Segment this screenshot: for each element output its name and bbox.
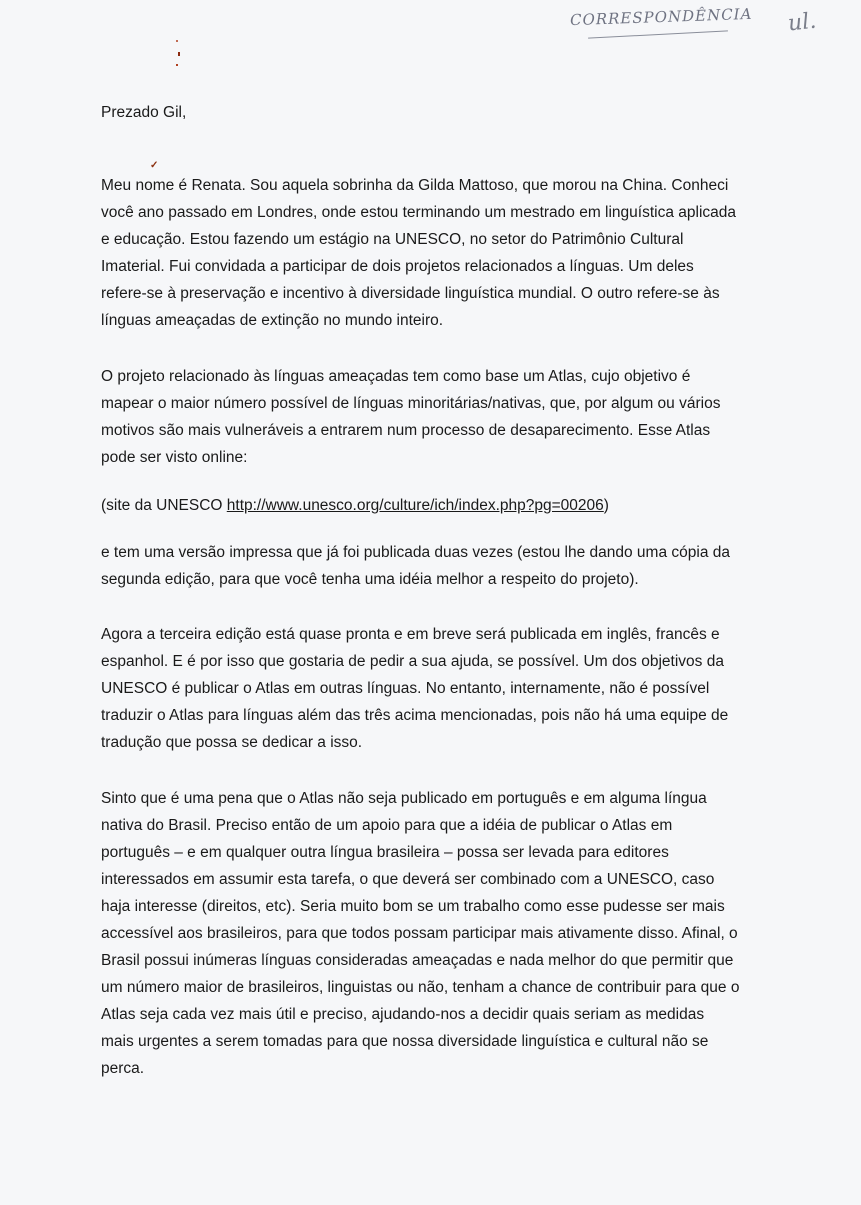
text-line: e tem uma versão impressa que já foi publicada duas vezes (estou lhe dando uma cópia da bbox=[101, 544, 730, 561]
text-line: pode ser visto online: bbox=[101, 449, 248, 466]
salutation: Prezado Gil, bbox=[101, 104, 187, 121]
text-line: Brasil possui inúmeras línguas consideradas ameaçadas e nada melhor do que permitir que bbox=[101, 952, 734, 969]
text-line: Agora a terceira edição está quase pronta e em breve será publicada em inglês, francês e bbox=[101, 626, 720, 643]
correspondence-stamp bbox=[560, 4, 780, 44]
text-line: línguas ameaçadas de extinção no mundo inteiro. bbox=[101, 312, 444, 329]
paragraph-request bbox=[101, 785, 781, 1082]
text-line: mapear o maior número possível de línguas minoritárias/nativas, que, por algum ou vários bbox=[101, 395, 721, 412]
text-line: Sinto que é uma pena que o Atlas não seja publicado em português e em alguma língua bbox=[101, 790, 707, 807]
text-line bbox=[101, 492, 781, 519]
text-line: português – e em qualquer outra língua brasileira – possa ser levada para editores bbox=[101, 844, 669, 861]
ink-mark bbox=[178, 52, 180, 56]
stamp-underline bbox=[588, 30, 728, 38]
text-line: perca. bbox=[101, 1060, 145, 1077]
text-line: Atlas seja cada vez mais útil e preciso, ajudando-nos a decidir quais seriam as medidas bbox=[101, 1006, 705, 1023]
text-line: segunda edição, para que você tenha uma idéia melhor a respeito do projeto). bbox=[101, 571, 639, 588]
site-suffix: ) bbox=[603, 497, 609, 514]
text-line: mais urgentes a serem tomadas para que nossa diversidade linguística e cultural não se bbox=[101, 1033, 709, 1050]
text-line: haja interesse (direitos, etc). Seria muito bom se um trabalho como esse pudesse ser mais bbox=[101, 898, 725, 915]
text-line: O projeto relacionado às línguas ameaçadas tem como base um Atlas, cujo objetivo é bbox=[101, 368, 691, 385]
text-line: Imaterial. Fui convidada a participar de dois projetos relacionados a línguas. Um deles bbox=[101, 258, 694, 275]
paragraph-third-edition bbox=[101, 621, 781, 756]
text-line: tradução que possa se dedicar a isso. bbox=[101, 734, 363, 751]
text-line: accessível aos brasileiros, para que todos possam participar mais ativamente disso. Afinal, o bbox=[101, 925, 738, 942]
text-line: um número maior de brasileiros, linguistas ou não, tenham a chance de contribuir para que o bbox=[101, 979, 740, 996]
text-line: UNESCO é publicar o Atlas em outras línguas. No entanto, internamente, não é possível bbox=[101, 680, 710, 697]
text-line: interessados em assumir esta tarefa, o que deverá ser combinado com a UNESCO, caso bbox=[101, 871, 715, 888]
text-line: motivos são mais vulneráveis a entrarem num processo de desaparecimento. Esse Atlas bbox=[101, 422, 711, 439]
text-line: nativa do Brasil. Preciso então de um apoio para que a idéia de publicar o Atlas em bbox=[101, 817, 673, 834]
handwritten-initials: ul. bbox=[786, 8, 818, 37]
site-prefix: (site da UNESCO bbox=[101, 497, 227, 514]
ink-mark bbox=[176, 40, 178, 42]
paragraph-printed-version bbox=[101, 539, 781, 593]
stamp-text: CORRESPONDÊNCIA bbox=[569, 4, 753, 30]
text-line: Meu nome é Renata. Sou aquela sobrinha da Gilda Mattoso, que morou na China. Conheci bbox=[101, 177, 729, 194]
text-line: espanhol. E é por isso que gostaria de pedir a sua ajuda, se possível. Um dos objetivos da bbox=[101, 653, 724, 670]
text-line: e educação. Estou fazendo um estágio na UNESCO, no setor do Patrimônio Cultural bbox=[101, 231, 684, 248]
ink-mark: ✓ bbox=[150, 160, 159, 171]
text-line: refere-se à preservação e incentivo à diversidade linguística mundial. O outro refere-se às bbox=[101, 285, 720, 302]
text-line: traduzir o Atlas para línguas além das três acima mencionadas, pois não há uma equipe de bbox=[101, 707, 729, 724]
unesco-url-link[interactable]: http://www.unesco.org/culture/ich/index.php?pg=00206 bbox=[226, 497, 604, 514]
ink-mark bbox=[176, 64, 178, 66]
text-line: você ano passado em Londres, onde estou terminando um mestrado em linguística aplicada bbox=[101, 204, 737, 221]
paragraph-site-link bbox=[101, 492, 781, 519]
paragraph-intro bbox=[101, 172, 781, 334]
paragraph-atlas-project bbox=[101, 363, 781, 471]
